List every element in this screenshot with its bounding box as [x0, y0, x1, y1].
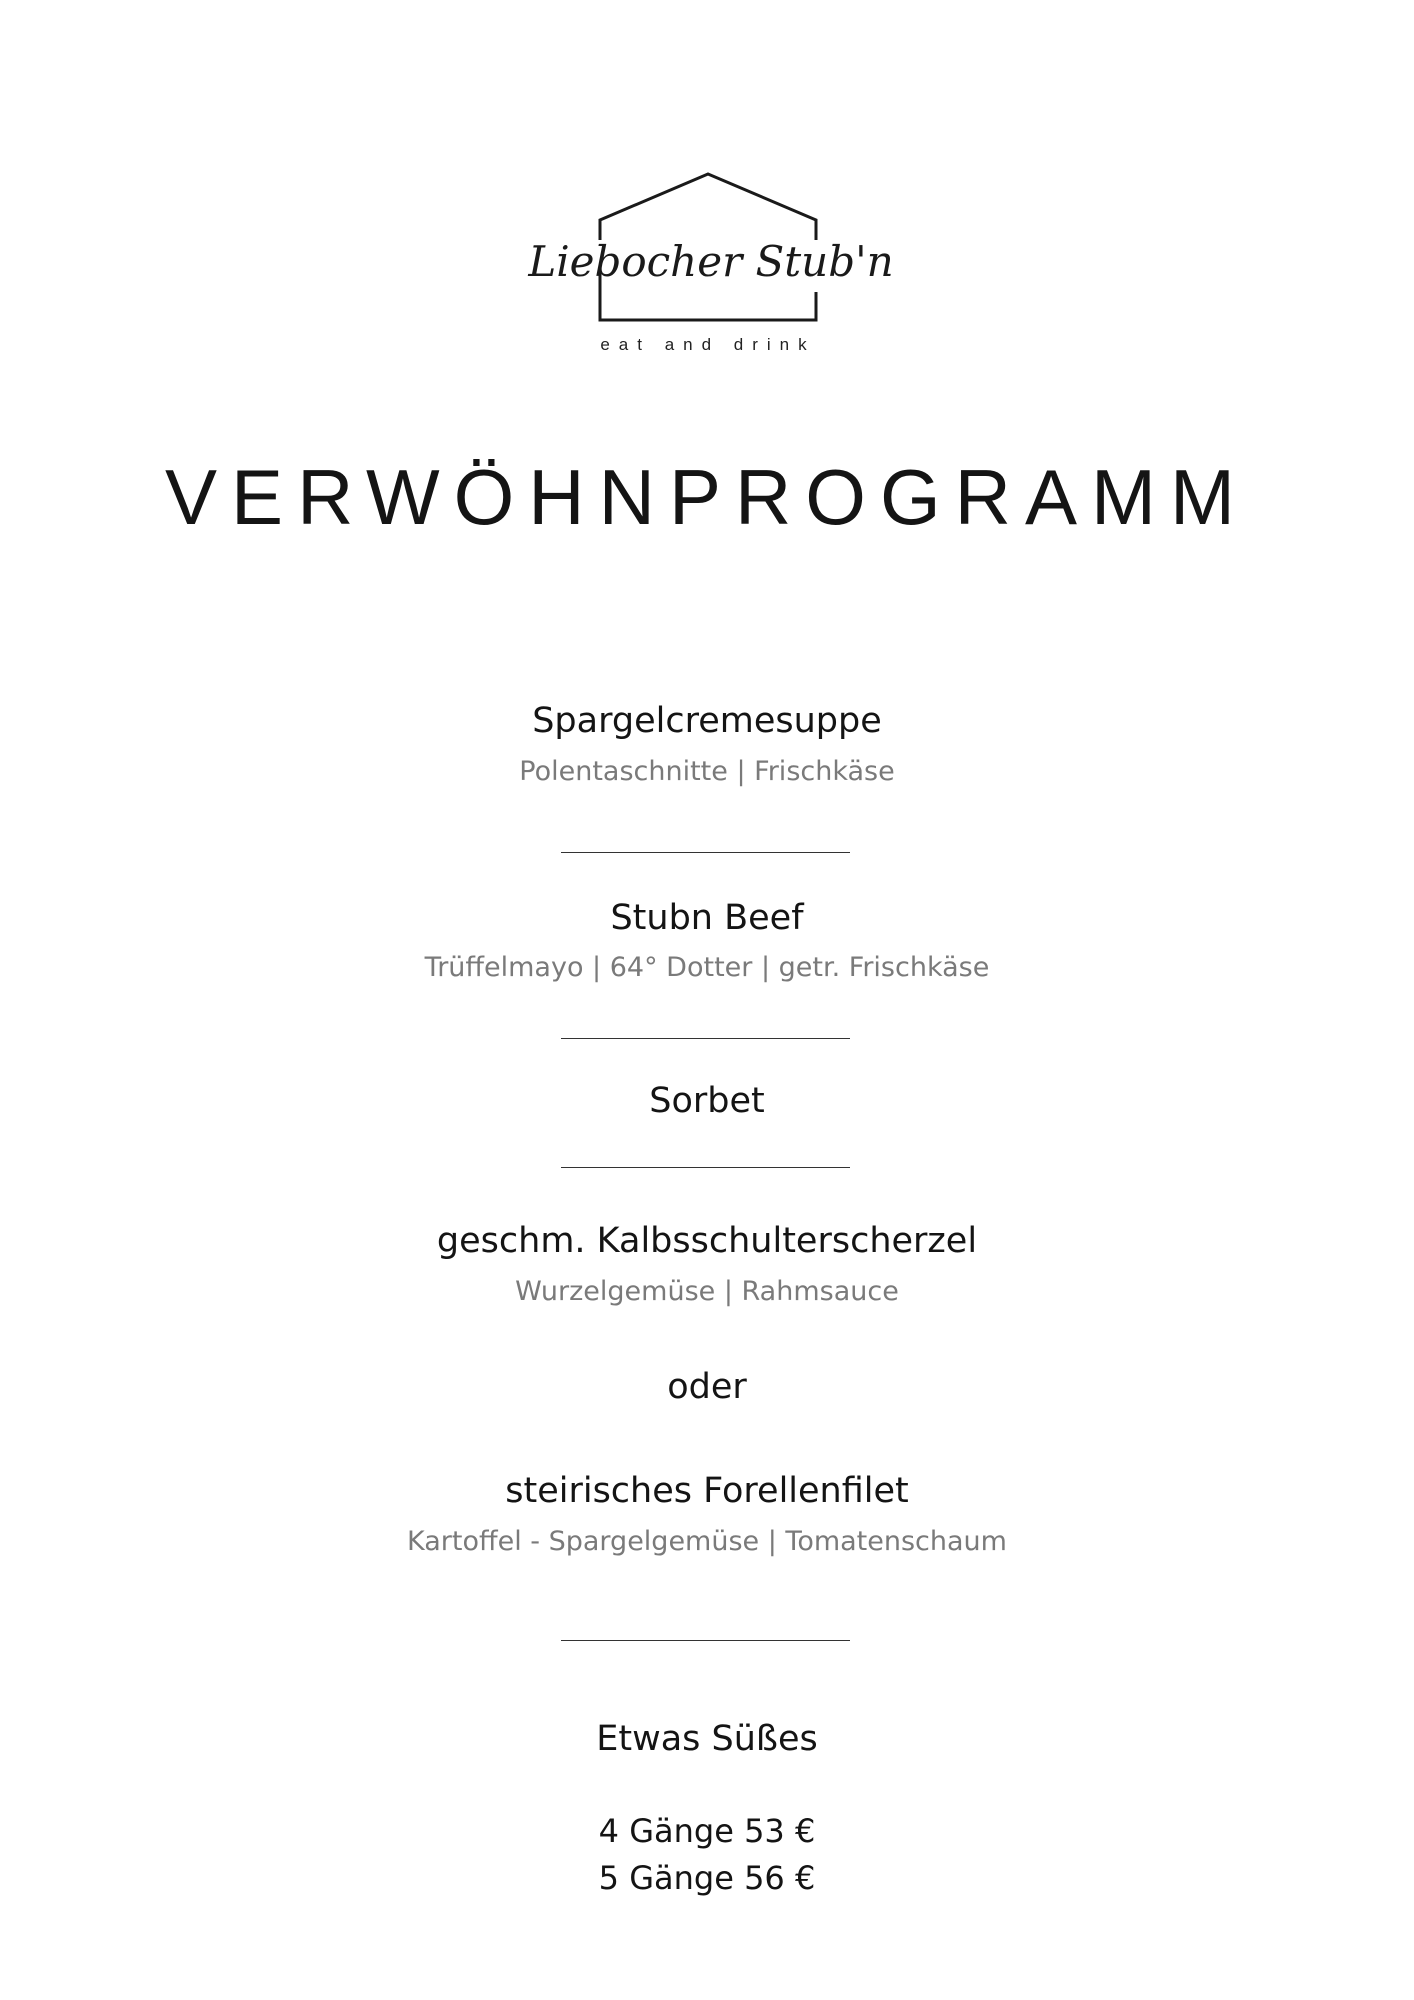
- menu-headline: VERWÖHNPROGRAMM: [165, 453, 1249, 541]
- price-4-courses: 4 Gänge 53 €: [598, 1812, 816, 1850]
- course-divider: [561, 1167, 850, 1168]
- restaurant-logo: [528, 172, 894, 362]
- course-divider: [561, 1640, 850, 1641]
- course-divider: [561, 852, 850, 853]
- course-description-trout: Kartoffel - Spargelgemüse | Tomatenschaum: [407, 1526, 1007, 1557]
- course-title-dessert: Etwas Süßes: [596, 1719, 818, 1759]
- course-description-beef: Trüffelmayo | 64° Dotter | getr. Frischkäse: [424, 952, 990, 983]
- logo-name: Liebocher Stub'n: [528, 237, 894, 286]
- course-title-veal: geschm. Kalbsschulterscherzel: [436, 1221, 978, 1261]
- house-logo-icon: [528, 172, 894, 362]
- course-title-trout: steirisches Forellenfilet: [505, 1471, 909, 1511]
- course-alternative-separator: oder: [667, 1367, 747, 1407]
- price-5-courses: 5 Gänge 56 €: [598, 1859, 816, 1897]
- course-title-sorbet: Sorbet: [649, 1081, 765, 1121]
- course-description-veal: Wurzelgemüse | Rahmsauce: [515, 1276, 899, 1307]
- logo-tagline: eat and drink: [600, 335, 816, 354]
- course-title-soup: Spargelcremesuppe: [532, 701, 882, 741]
- course-description-soup: Polentaschnitte | Frischkäse: [519, 756, 895, 787]
- course-title-beef: Stubn Beef: [610, 898, 804, 938]
- course-divider: [561, 1038, 850, 1039]
